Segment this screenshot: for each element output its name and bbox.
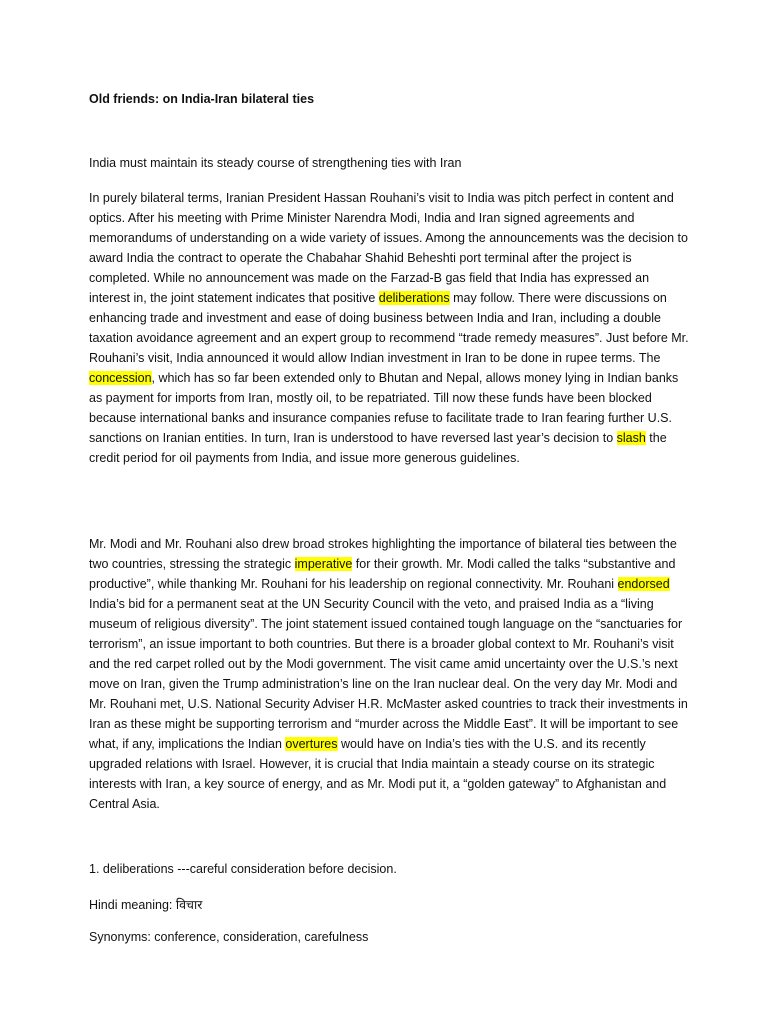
paragraph-2-text: for their growth. Mr. Modi called the talks “substantive and productive”, while thanking Mr. Rouhani for his leadership on regional connectivity. Mr. Rouhani <box>89 557 676 591</box>
paragraph-1 <box>89 188 689 468</box>
paragraph-2-text: would have on India’s ties with the U.S. and its recently upgraded relations with Israel. However, it is crucial that India maintain a steady course on its strategic interests with Iran, a key source of energy, and as Mr. Modi put it, a “golden gateway” to Afghanistan and Central Asia. <box>89 737 667 811</box>
highlighted-word: imperative <box>294 557 353 571</box>
vocab-synonyms: Synonyms: conference, consideration, carefulness <box>89 930 369 944</box>
paragraph-2 <box>89 534 689 814</box>
vocab-hindi-meaning: Hindi meaning: विचार <box>89 898 203 912</box>
paragraph-2-text: India’s bid for a permanent seat at the UN Security Council with the veto, and praised India as a “living museum of religious diversity”. The joint statement issued contained tough language on the “sanctuaries for terrorism”, an issue important to both countries. But there is a broader global context to Mr. Rouhani’s visit and the red carpet rolled out by the Modi government. The visit came amid uncertainty over the U.S.’s next move on Iran, given the Trump administration’s line on the Iran nuclear deal. On the very day Mr. Modi and Mr. Rouhani met, U.S. National Security Adviser H.R. McMaster asked countries to track their investments in Iran as these might be supporting terrorism and “murder across the Middle East”. It will be important to see what, if any, implications the Indian <box>89 597 688 751</box>
vocab-definition: 1. deliberations ---careful consideration before decision. <box>89 862 397 876</box>
highlighted-word: deliberations <box>378 291 450 305</box>
highlighted-word: concession <box>89 371 152 385</box>
paragraph-1-text: the credit period for oil payments from India, and issue more generous guidelines. <box>89 431 667 465</box>
paragraph-1-text: In purely bilateral terms, Iranian President Hassan Rouhani’s visit to India was pitch perfect in content and optics. After his meeting with Prime Minister Narendra Modi, India and Iran signed agreements and memorandums of understanding on a wide variety of issues. Among the announcements was the decision to award India the contract to operate the Chabahar Shahid Beheshti port terminal after the project is completed. While no announcement was made on the Farzad-B gas field that India has expressed an interest in, the joint statement indicates that positive <box>89 191 688 305</box>
paragraph-2-text: Mr. Modi and Mr. Rouhani also drew broad strokes highlighting the importance of bilateral ties between the two countries, stressing the strategic <box>89 537 677 571</box>
document-subtitle: India must maintain its steady course of strengthening ties with Iran <box>89 156 462 170</box>
paragraph-1-text: , which has so far been extended only to Bhutan and Nepal, allows money lying in Indian banks as payment for imports from Iran, mostly oil, to be repatriated. Till now these funds have been blocked because international banks and insurance companies refuse to facilitate trade to Iran fearing further U.S. sanctions on Iranian entities. In turn, Iran is understood to have reversed last year’s decision to <box>89 371 679 445</box>
highlighted-word: slash <box>616 431 646 445</box>
paragraph-1-text: may follow. There were discussions on enhancing trade and investment and ease of doing business between India and Iran, including a double taxation avoidance agreement and an expert group to recommend “trade remedy measures”. Just before Mr. Rouhani’s visit, India announced it would allow Indian investment in Iran to be done in rupee terms. The <box>89 291 689 365</box>
document-title: Old friends: on India-Iran bilateral ties <box>89 92 315 106</box>
highlighted-word: endorsed <box>617 577 670 591</box>
highlighted-word: overtures <box>285 737 338 751</box>
